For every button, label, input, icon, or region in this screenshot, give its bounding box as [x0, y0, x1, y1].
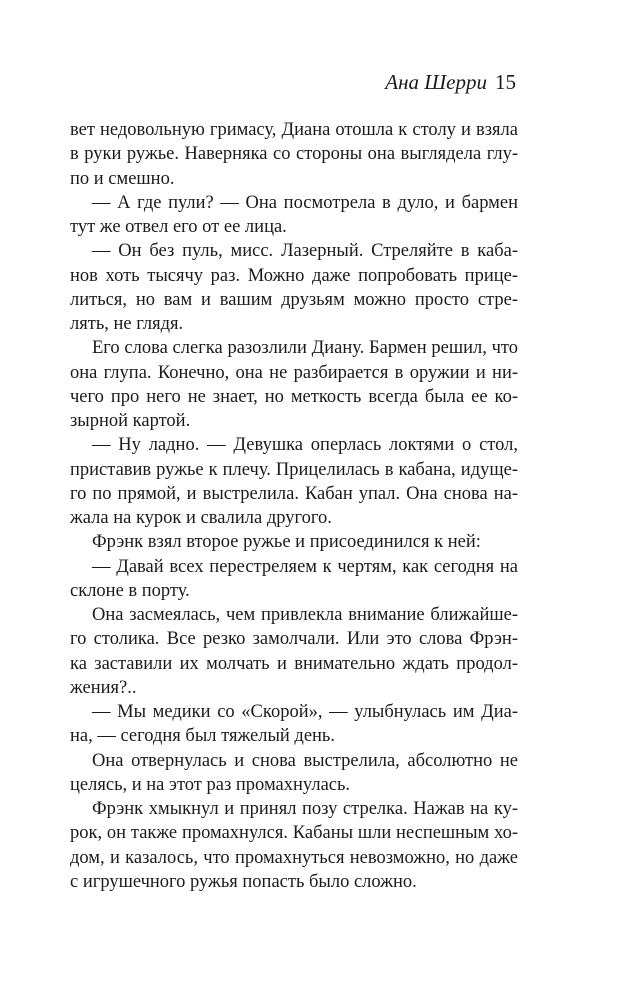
text-line: в руки ружье. Наверняка со стороны она выглядела глу- [70, 144, 518, 165]
text-line: Она засмеялась, чем привлекла внимание ближайше- [92, 605, 518, 625]
text-line: Фрэнк взял второе ружье и присоединился к ней: [92, 532, 481, 553]
body-text [70, 118, 518, 894]
text-line: го по прямой, и выстрелила. Кабан упал. Она снова на- [70, 483, 518, 504]
text-line: лять, не глядя. [70, 314, 184, 334]
text-line: приставив ружье к плечу. Прицелилась в кабана, идуще- [70, 459, 518, 480]
text-line: жала на курок и свалила другого. [70, 508, 332, 528]
text-line: — Мы медики со «Скорой», — улыбнулась им Диа- [92, 702, 518, 722]
text-line: тут же отвел его от ее лица. [70, 217, 287, 237]
text-line: рок, он также промахнулся. Кабаны шли неспешным хо- [70, 823, 518, 844]
running-head-author: Ана Шерри [385, 70, 487, 94]
text-line: с игрушечного ружья попасть было сложно. [70, 871, 417, 892]
text-line: вет недовольную гримасу, Диана отошла к столу и взяла [70, 120, 518, 140]
text-line: по и смешно. [70, 168, 175, 189]
text-line: — Давай всех перестреляем к чертям, как сегодня на [92, 556, 518, 577]
text-line: Его слова слегка разозлили Диану. Бармен решил, что [92, 338, 518, 359]
text-line: она глупа. Конечно, она не разбирается в оружии и ни- [70, 362, 518, 383]
text-line: ка заставили их молчать и внимательно ждать продол- [70, 653, 518, 674]
text-line: Фрэнк хмыкнул и принял позу стрелка. Нажав на ку- [92, 799, 518, 819]
text-line: — Ну ладно. — Девушка оперлась локтями о стол, [92, 435, 518, 456]
text-line: — Он без пуль, мисс. Лазерный. Стреляйте в каба- [92, 241, 518, 262]
text-line: литься, но вам и вашим друзьям можно просто стре- [70, 289, 518, 310]
text-line: — А где пули? — Она посмотрела в дуло, и бармен [92, 192, 518, 213]
page-number: 15 [495, 70, 516, 94]
text-line: нов хоть тысячу раз. Можно даже попробовать прице- [70, 265, 518, 286]
text-line: чего про него не знает, но меткость всегда была ее ко- [70, 386, 518, 407]
text-line: склоне в порту. [70, 580, 190, 601]
text-line: Она отвернулась и снова выстрелила, абсолютно не [92, 750, 518, 771]
text-line: дом, и казалось, что промахнуться невозможно, но даже [70, 847, 518, 868]
text-line: на, — сегодня был тяжелый день. [70, 726, 335, 747]
text-line: целясь, и на этот раз промахнулась. [70, 774, 351, 795]
text-line: зырной картой. [70, 411, 191, 431]
text-line: го столика. Все резко замолчали. Или это слова Фрэн- [70, 629, 518, 650]
text-line: жения?.. [70, 677, 137, 698]
running-head [385, 70, 516, 94]
